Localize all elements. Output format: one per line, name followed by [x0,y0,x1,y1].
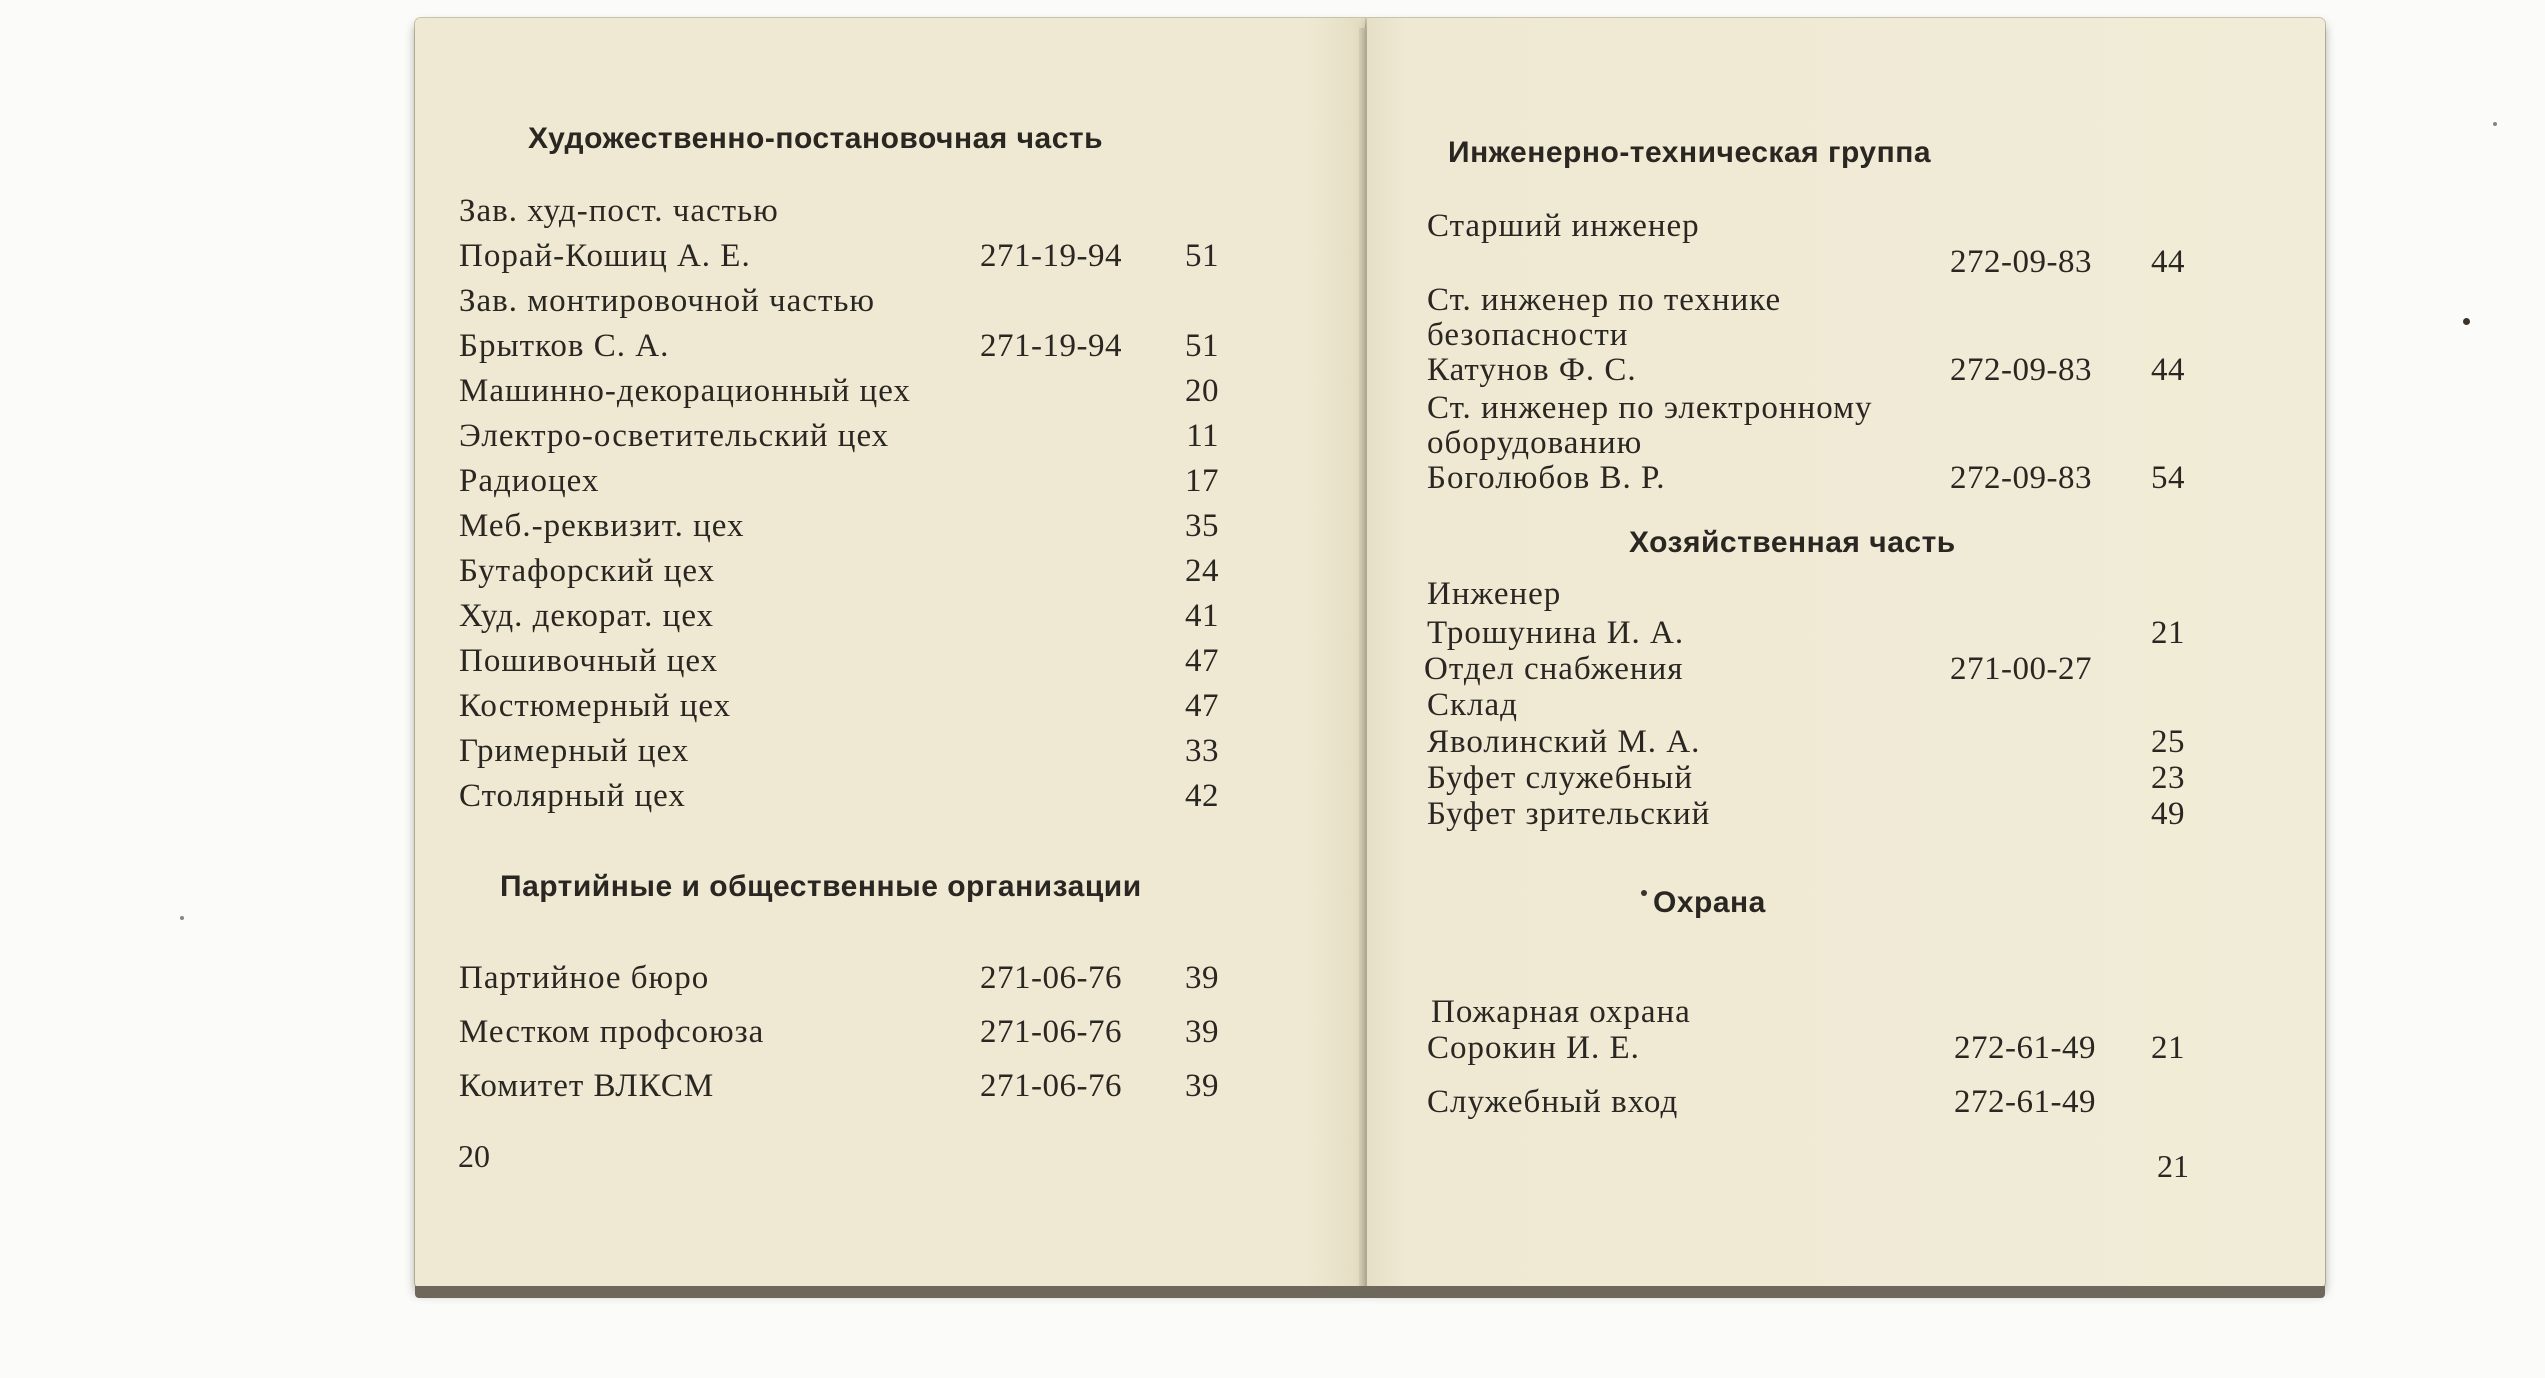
entry-label: Трошунина И. А. [1427,615,1685,651]
entry-label: Отдел снабжения [1424,651,1684,687]
entry-label: безопасности [1427,317,1629,353]
background-speck [2463,318,2470,325]
entry-extension: 39 [1185,1068,1219,1104]
entry-label: Порай-Кошиц А. Е. [459,238,751,274]
ink-speck [1641,890,1647,896]
entry-label: Столярный цех [459,778,686,814]
entry-phone: 271-19-94 [980,238,1122,274]
entry-label: Сорокин И. Е. [1427,1030,1640,1066]
entry-phone: 271-19-94 [980,328,1122,364]
entry-label: Радиоцех [459,463,600,499]
section-title-household: Хозяйственная часть [1629,526,1956,559]
section-title-engineering: Инженерно-техническая группа [1448,136,1931,169]
entry-label: Партийное бюро [459,960,710,996]
entry-label: Худ. декорат. цех [459,598,715,634]
entry-label: Меб.-реквизит. цех [459,508,745,544]
entry-label: Машинно-декорационный цех [459,373,911,409]
booklet-bottom-edge [415,1286,2325,1298]
section-title-artistic: Художественно-постановочная часть [528,122,1104,155]
entry-extension: 21 [2151,1030,2185,1066]
open-booklet [415,18,2325,1303]
entry-label: Зав. худ-пост. частью [459,193,779,229]
entry-extension: 51 [1185,328,1219,364]
entry-extension: 44 [2151,244,2185,280]
entry-label: Яволинский М. А. [1427,724,1701,760]
entry-extension: 44 [2151,352,2185,388]
entry-label: Пожарная охрана [1431,994,1691,1030]
entry-extension: 39 [1185,1014,1219,1050]
entry-extension: 20 [1185,373,1219,409]
entry-phone: 272-09-83 [1950,352,2092,388]
entry-extension: 35 [1185,508,1219,544]
entry-phone: 271-06-76 [980,1068,1122,1104]
right-page [1367,18,2325,1288]
entry-phone: 271-00-27 [1950,651,2092,687]
entry-extension: 33 [1185,733,1219,769]
entry-label: Бутафорский цех [459,553,716,589]
page-number: 21 [2157,1148,2189,1184]
entry-label: оборудованию [1427,425,1643,461]
entry-phone: 271-06-76 [980,960,1122,996]
entry-label: Буфет служебный [1427,760,1693,796]
entry-extension: 23 [2151,760,2185,796]
entry-label: Ст. инженер по электронному [1427,390,1873,426]
section-title-party: Партийные и общественные организации [500,870,1142,903]
entry-label: Зав. монтировочной частью [459,283,876,319]
entry-label: Костюмерный цех [459,688,732,724]
entry-label: Ст. инженер по технике [1427,282,1782,318]
entry-phone: 272-09-83 [1950,244,2092,280]
background-speck [2493,122,2497,126]
entry-label: Комитет ВЛКСМ [459,1068,715,1104]
entry-extension: 17 [1185,463,1219,499]
background-speck [180,916,184,920]
entry-extension: 24 [1185,553,1219,589]
entry-extension: 47 [1185,688,1219,724]
entry-label: Местком профсоюза [459,1014,765,1050]
entry-label: Брытков С. А. [459,328,670,364]
entry-label: Гримерный цех [459,733,690,769]
entry-label: Инженер [1427,576,1562,612]
entry-extension: 47 [1185,643,1219,679]
entry-extension: 49 [2151,796,2185,832]
entry-label: Пошивочный цех [459,643,719,679]
entry-label: Электро-осветительский цех [459,418,890,454]
entry-extension: 51 [1185,238,1219,274]
section-title-security: Охрана [1653,886,1766,919]
page-number: 20 [458,1138,490,1174]
entry-label: Катунов Ф. С. [1427,352,1637,388]
entry-label: Боголюбов В. Р. [1427,460,1666,496]
left-page [415,18,1365,1288]
entry-extension: 21 [2151,615,2185,651]
entry-extension: 39 [1185,960,1219,996]
entry-phone: 271-06-76 [980,1014,1122,1050]
entry-phone: 272-61-49 [1954,1030,2096,1066]
entry-extension: 11 [1186,418,1219,454]
entry-extension: 42 [1185,778,1219,814]
entry-label: Старший инженер [1427,208,1700,244]
entry-label: Служебный вход [1427,1084,1679,1120]
entry-extension: 25 [2151,724,2185,760]
entry-extension: 41 [1185,598,1219,634]
entry-phone: 272-09-83 [1950,460,2092,496]
entry-phone: 272-61-49 [1954,1084,2096,1120]
entry-label: Склад [1427,687,1518,723]
entry-label: Буфет зрительский [1427,796,1711,832]
entry-extension: 54 [2151,460,2185,496]
